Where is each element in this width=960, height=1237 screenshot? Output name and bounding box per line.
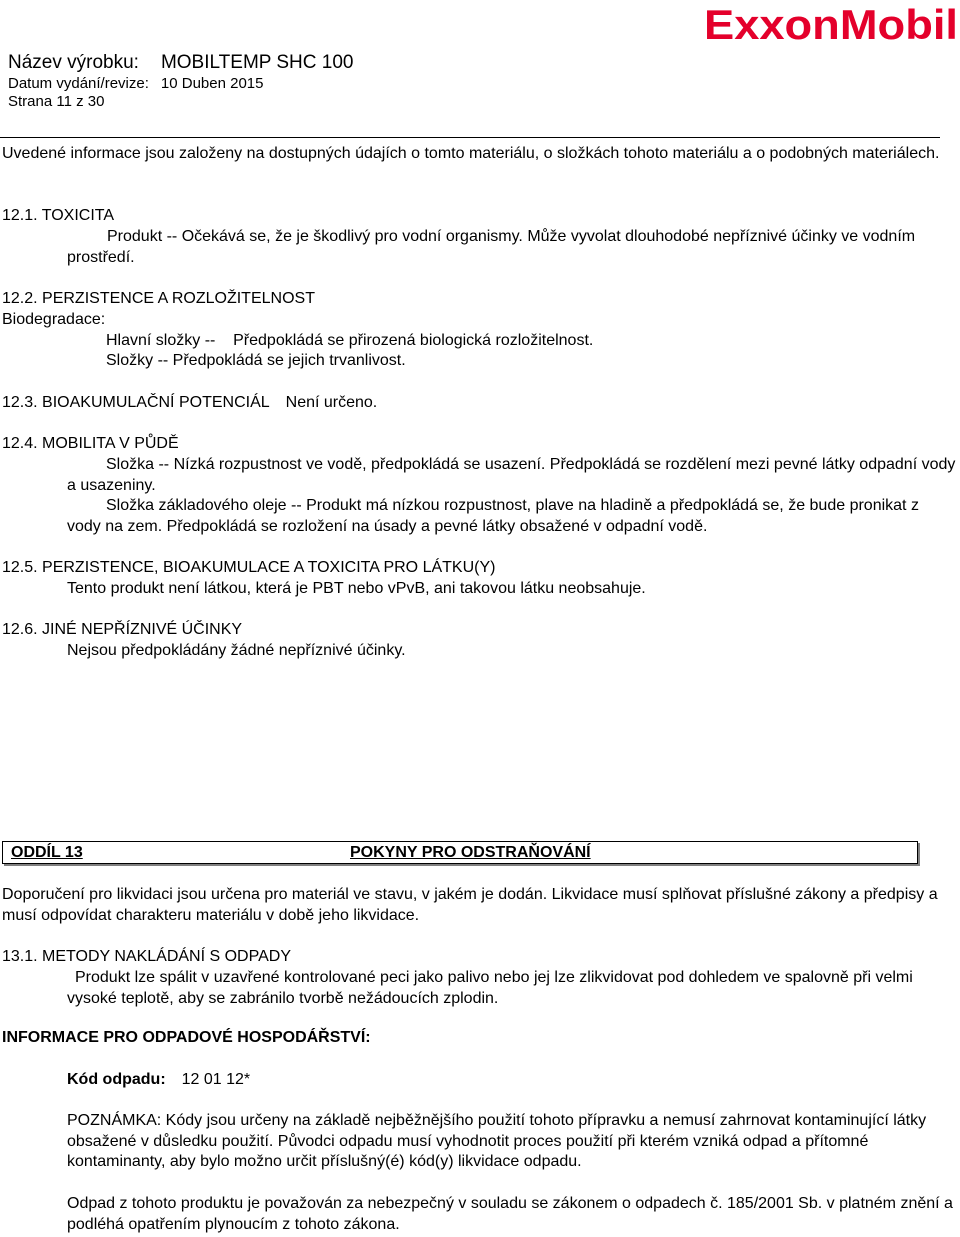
bioaccumulation-heading: 12.3. BIOAKUMULAČNÍ POTENCIÁL [2,394,270,411]
waste-code-label: Kód odpadu: [67,1071,166,1088]
revision-date-line [8,75,263,93]
toxicity-text: Produkt -- Očekává se, že je škodlivý pro vodní organismy. Může vyvolat dlouhodobé nepříznivé účinky ve vodním prostředí. [67,228,916,266]
intro-paragraph: Uvedené informace jsou založeny na dostupných údajích o tomto materiálu, o složkách tohoto materiálu a o podobných materiálech. [2,145,940,162]
product-name-line [8,52,353,74]
product-name-value: MOBILTEMP SHC 100 [160,52,354,73]
section-title: POKYNY PRO ODSTRAŇOVÁNÍ [350,844,591,861]
toxicity-heading: 12.1. TOXICITA [2,207,115,224]
biodegradation-main-components: Hlavní složky -- Předpokládá se přirozená biologická rozložitelnost. [106,332,594,349]
pbt-heading: 12.5. PERZISTENCE, BIOAKUMULACE A TOXICITA PRO LÁTKU(Y) [2,559,496,576]
mobility-text-1: Složka -- Nízká rozpustnost ve vodě, předpokládá se usazení. Předpokládá se rozdělení mezi pevné látky odpadní vody a usazeniny. [67,456,956,494]
waste-code-line [67,1070,957,1091]
exxonmobil-logo [703,0,960,52]
revision-date-label: Datum vydání/revize: [8,75,149,92]
waste-management-heading: INFORMACE PRO ODPADOVÉ HOSPODÁŘSTVÍ: [2,1029,371,1046]
bioaccumulation-line [2,393,957,414]
biodegradation-components: Složky -- Předpokládá se jejich trvanlivost. [106,352,406,369]
product-name-label: Název výrobku: [8,52,139,73]
logo-wordmark: ExxonMobil [704,1,958,48]
revision-date-value: 10 Duben 2015 [160,75,264,92]
header-divider [0,137,940,138]
mobility-text-2: Složka základového oleje -- Produkt má nízkou rozpustnost, plave na hladině a předpokládá se, že bude pronikat z vody na zem. Předpokládá se rozložení na úsady a pevné látky obsažené v odpadní vodě. [67,497,919,535]
pbt-text: Tento produkt není látkou, která je PBT nebo vPvB, ani takovou látku neobsahuje. [67,580,646,597]
biodegradation-label: Biodegradace: [2,311,106,328]
adverse-effects-heading: 12.6. JINÉ NEPŘÍZNIVÉ ÚČINKY [2,621,243,638]
adverse-effects-text: Nejsou předpokládány žádné nepříznivé účinky. [67,642,406,659]
page-number: Strana 11 z 30 [8,93,105,110]
waste-code-value: 12 01 12* [181,1071,251,1088]
waste-note: POZNÁMKA: Kódy jsou určeny na základě nejběžnějšího použití tohoto přípravku a nemusí zahrnovat kontaminující látky obsažené v důsledku použití. Původci odpadu musí vyhodnotit proces použití při kterém vzniká odpad a přítomné kontaminanty, aby bylo možno určit příslušný(é) kód(y) likvidace odpadu. [67,1112,927,1170]
bioaccumulation-value: Není určeno. [285,394,378,411]
persistence-heading: 12.2. PERZISTENCE A ROZLOŽITELNOST [2,290,315,307]
waste-legal-text: Odpad z tohoto produktu je považován za nebezpečný v souladu se zákonem o odpadech č. 185/2001 Sb. v platném znění a podléhá opatřením plynoucím z tohoto zákona. [67,1195,953,1233]
mobility-heading: 12.4. MOBILITA V PŮDĚ [2,435,179,452]
waste-methods-heading: 13.1. METODY NAKLÁDÁNÍ S ODPADY [2,948,291,965]
section-number: ODDÍL 13 [11,844,83,861]
section-13-header [2,841,918,864]
disposal-intro: Doporučení pro likvidaci jsou určena pro materiál ve stavu, v jakém je dodán. Likvidace musí splňovat příslušné zákony a předpisy a musí odpovídat charakteru materiálu v době jeho likvidace. [2,886,938,924]
waste-methods-text: Produkt lze spálit v uzavřené kontrolované peci jako palivo nebo jej lze zlikvidovat pod dohledem ve spalovně při velmi vysoké teplotě, aby se zabránilo tvorbě nežádoucích zplodin. [67,969,913,1007]
